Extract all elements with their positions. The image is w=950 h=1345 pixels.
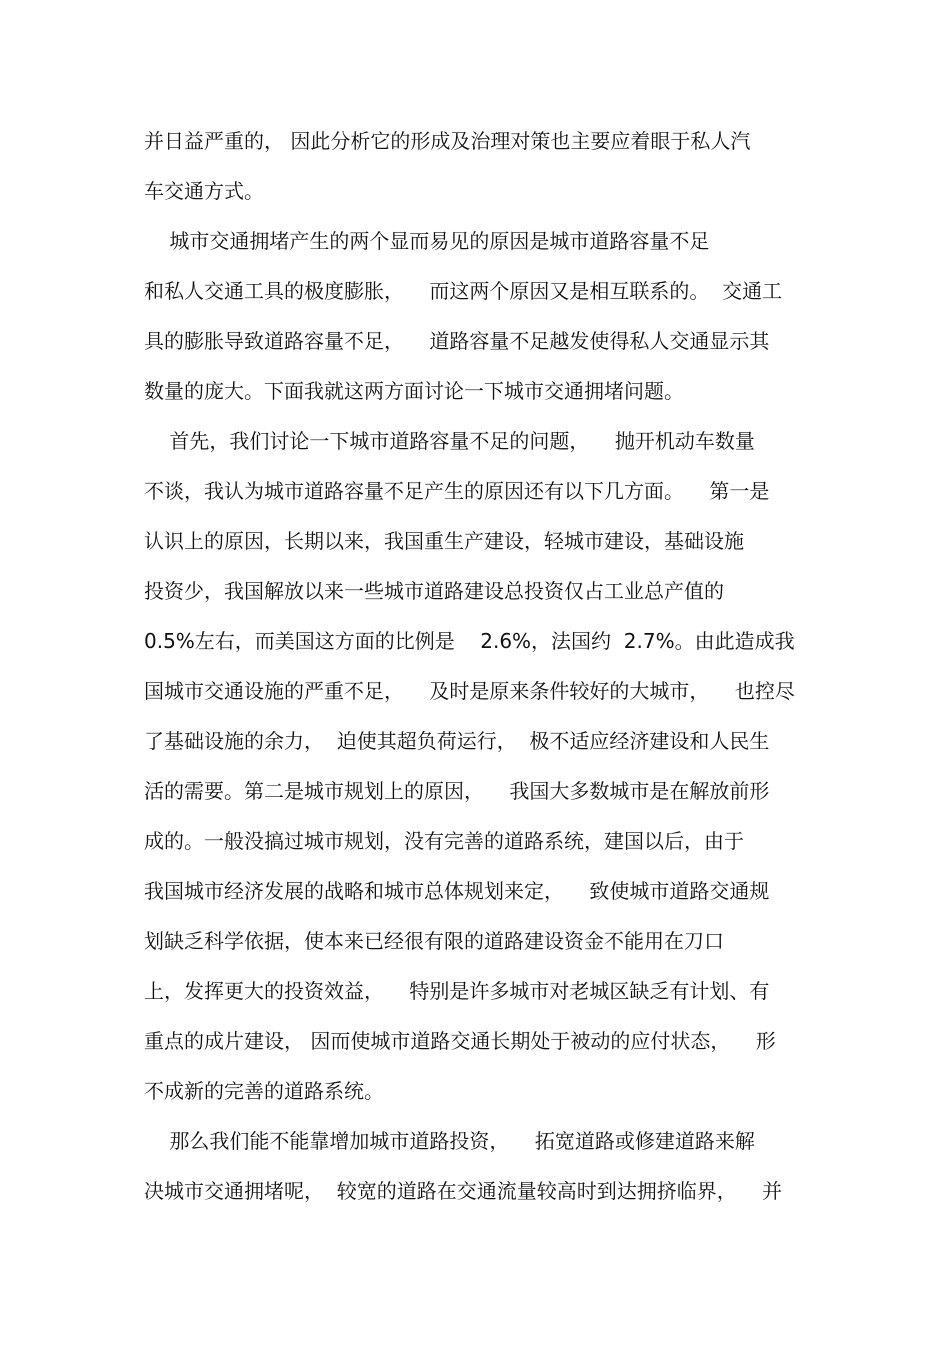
text-line: 我国城市经济发展的战略和城市总体规划来定， 致使城市道路交通规 (144, 879, 770, 903)
text-line: 决城市交通拥堵呢， 较宽的道路在交通流量较高时到达拥挤临界， 并 (144, 1179, 783, 1203)
text-line: 车交通方式。 (144, 179, 264, 203)
text-line: 0.5%左右，而美国这方面的比例是 2.6%，法国约 2.7%。由此造成我 (144, 629, 795, 653)
text-line: 并日益严重的， 因此分析它的形成及治理对策也主要应着眼于私人汽 (144, 129, 751, 153)
text-line: 不成新的完善的道路系统。 (144, 1079, 384, 1103)
text-line: 上，发挥更大的投资效益， 特别是许多城市对老城区缺乏有计划、有 (144, 979, 770, 1003)
text-line: 重点的成片建设， 因而使城市道路交通长期处于被动的应付状态， 形 (144, 1029, 776, 1053)
text-line: 认识上的原因，长期以来，我国重生产建设，轻城市建设，基础设施 (144, 529, 744, 553)
text-line: 具的膨胀导致道路容量不足， 道路容量不足越发使得私人交通显示其 (144, 329, 770, 353)
text-line: 活的需要。第二是城市规划上的原因， 我国大多数城市是在解放前形 (144, 779, 770, 803)
paragraph-first-line: 城市交通拥堵产生的两个显而易见的原因是城市道路容量不足 (144, 229, 710, 253)
text-line: 投资少，我国解放以来一些城市道路建设总投资仅占工业总产值的 (144, 579, 724, 603)
text-line: 国城市交通设施的严重不足， 及时是原来条件较好的大城市， 也控尽 (144, 679, 795, 703)
text-line: 划缺乏科学依据，使本来已经很有限的道路建设资金不能用在刀口 (144, 929, 724, 953)
text-line: 和私人交通工具的极度膨胀， 而这两个原因又是相互联系的。 交通工 (144, 279, 783, 303)
text-line: 数量的庞大。下面我就这两方面讨论一下城市交通拥堵问题。 (144, 379, 684, 403)
text-line: 了基础设施的余力， 迫使其超负荷运行， 极不适应经济建设和人民生 (144, 729, 770, 753)
paragraph-first-line: 首先，我们讨论一下城市道路容量不足的问题， 抛开机动车数量 (144, 429, 755, 453)
text-line: 成的。一般没搞过城市规划，没有完善的道路系统，建国以后，由于 (144, 829, 744, 853)
paragraph-first-line: 那么我们能不能靠增加城市道路投资， 拓宽道路或修建道路来解 (144, 1129, 755, 1153)
text-line: 不谈，我认为城市道路容量不足产生的原因还有以下几方面。 第一是 (144, 479, 770, 503)
